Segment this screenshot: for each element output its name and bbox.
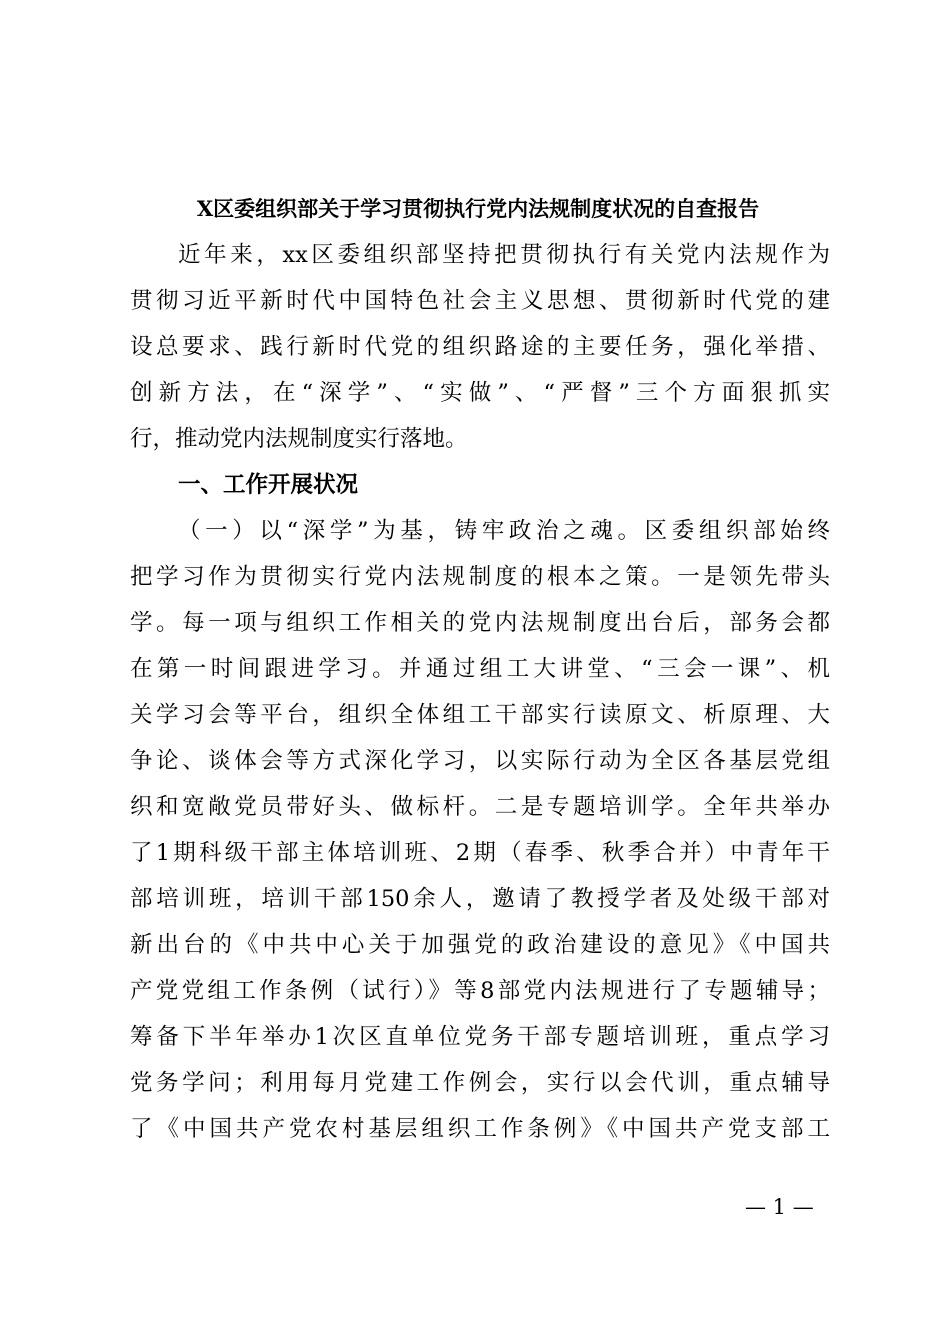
- page-number: — 1 —: [745, 1195, 814, 1219]
- body-line: 党务学问；利用每月党建工作例会，实行以会代训，重点辅导: [130, 1070, 830, 1096]
- body-line: （一）以“深学”为基，铸牢政治之魂。区委组织部始终: [178, 518, 830, 544]
- body-line: 在第一时间跟进学习。并通过组工大讲堂、“三会一课”、机: [130, 656, 830, 682]
- intro-line: 近年来，xx区委组织部坚持把贯彻执行有关党内法规作为: [178, 242, 830, 268]
- body-line: 关学习会等平台，组织全体组工干部实行读原文、析原理、大: [130, 702, 830, 728]
- intro-line: 创新方法，在“深学”、“实做”、“严督”三个方面狠抓实: [130, 380, 830, 406]
- body-line: 把学习作为贯彻实行党内法规制度的根本之策。一是领先带头: [130, 564, 830, 590]
- intro-line: 设总要求、践行新时代党的组织路途的主要任务，强化举措、: [130, 334, 830, 360]
- document-title: X区委组织部关于学习贯彻执行党内法规制度状况的自查报告: [196, 196, 760, 221]
- body-line: 部培训班，培训干部150余人，邀请了教授学者及处级干部对: [130, 886, 830, 912]
- body-line: 筹备下半年举办1次区直单位党务干部专题培训班，重点学习: [130, 1024, 830, 1050]
- body-line: 学。每一项与组织工作相关的党内法规制度出台后，部务会都: [130, 610, 830, 636]
- body-line: 争论、谈体会等方式深化学习，以实际行动为全区各基层党组: [130, 748, 830, 774]
- body-line: 产党党组工作条例（试行）》等8部党内法规进行了专题辅导；: [130, 978, 830, 1004]
- body-line: 了《中国共产党农村基层组织工作条例》《中国共产党支部工: [130, 1116, 830, 1142]
- body-line: 了1期科级干部主体培训班、2期（春季、秋季合并）中青年干: [130, 840, 830, 866]
- intro-line: 贯彻习近平新时代中国特色社会主义思想、贯彻新时代党的建: [130, 288, 830, 314]
- body-line: 织和宽敞党员带好头、做标杆。二是专题培训学。全年共举办: [130, 794, 830, 820]
- intro-line: 行，推动党内法规制度实行落地。: [130, 426, 468, 452]
- section-heading: 一、工作开展状况: [178, 472, 359, 498]
- body-line: 新出台的《中共中心关于加强党的政治建设的意见》《中国共: [130, 932, 830, 958]
